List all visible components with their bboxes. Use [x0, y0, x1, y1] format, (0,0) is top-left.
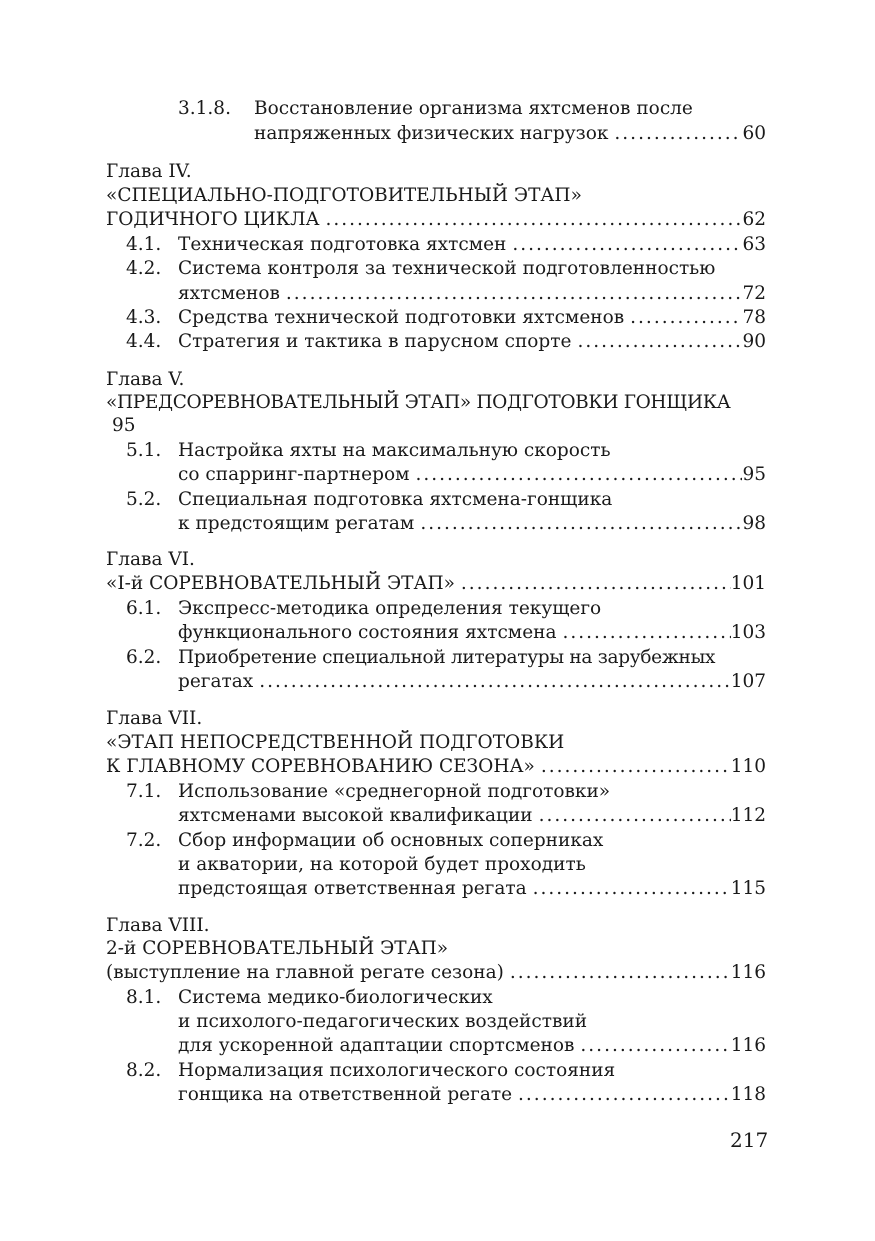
entry-number: 6.1.	[126, 598, 162, 619]
dot-leader	[506, 232, 742, 258]
entry-title: Стратегия и тактика в парусном спорте	[178, 331, 572, 352]
entry-page: 63	[742, 234, 766, 255]
toc-entry-chapter-6[interactable]	[106, 571, 766, 597]
page-number: 217	[730, 1128, 769, 1152]
entry-title: и психолого-педагогических воздействий	[178, 1011, 588, 1032]
toc-entry-6-2[interactable]	[178, 669, 766, 695]
dot-leader	[253, 669, 730, 695]
chapter-title: «I-й СОРЕВНОВАТЕЛЬНЫЙ ЭТАП»	[106, 573, 455, 594]
toc-entry-4-2[interactable]	[178, 281, 766, 307]
dot-leader	[574, 1033, 730, 1059]
entry-title: Настройка яхты на максимальную скорость	[178, 440, 611, 461]
entry-title: Сбор информации об основных соперниках	[178, 830, 604, 851]
toc-entry-8-1[interactable]	[178, 1033, 766, 1059]
dot-leader	[512, 1082, 731, 1108]
entry-title: со спарринг-партнером	[178, 464, 410, 485]
entry-page: 78	[742, 307, 766, 328]
toc-entry-8-2[interactable]	[178, 1082, 766, 1108]
entry-title: Техническая подготовка яхтсмен	[178, 234, 507, 255]
toc-entry-chapter-7[interactable]	[106, 754, 766, 780]
entry-title: яхтсменами высокой квалификации	[178, 805, 533, 826]
toc-entry-chapter-5[interactable]: «ПРЕДСОРЕВНОВАТЕЛЬНЫЙ ЭТАП» ПОДГОТОВКИ ГОНЩИКА	[106, 392, 731, 413]
toc-entry-4-3[interactable]	[178, 305, 766, 331]
entry-title: Система медико-биологических	[178, 987, 493, 1008]
entry-page: 115	[730, 878, 766, 899]
entry-title: к предстоящим регатам	[178, 513, 415, 534]
entry-title: для ускоренной адаптации спортсменов	[178, 1035, 575, 1056]
dot-leader	[624, 305, 742, 331]
entry-title: напряженных физических нагрузок	[254, 123, 609, 144]
chapter-label: Глава VI.	[106, 549, 195, 570]
entry-title: и акватории, на которой будет проходить	[178, 854, 586, 875]
chapter-label: Глава VIII.	[106, 915, 210, 936]
chapter-title: «ЭТАП НЕПОСРЕДСТВЕННОЙ ПОДГОТОВКИ	[106, 732, 565, 753]
toc-entry-7-2[interactable]	[178, 876, 766, 902]
toc-entry-5-2[interactable]	[178, 511, 766, 537]
toc-entry-3-1-8[interactable]	[254, 121, 766, 147]
entry-title: Система контроля за технической подготовленностью	[178, 258, 716, 279]
entry-title: Использование «среднегорной подготовки»	[178, 781, 611, 802]
entry-title: Средства технической подготовки яхтсменов	[178, 307, 625, 328]
dot-leader	[409, 462, 742, 488]
dot-leader	[535, 754, 731, 780]
entry-title: Экспресс-методика определения текущего	[178, 598, 602, 619]
chapter-label: Глава VII.	[106, 708, 203, 729]
entry-page: 90	[742, 331, 766, 352]
dot-leader	[320, 207, 743, 233]
entry-number: 7.1.	[126, 781, 162, 802]
toc-entry-chapter-8[interactable]	[106, 960, 766, 986]
entry-page: 60	[742, 123, 766, 144]
entry-number: 8.1.	[126, 987, 162, 1008]
dot-leader	[455, 571, 731, 597]
dot-leader	[533, 803, 731, 829]
toc-entry-7-1[interactable]	[178, 803, 766, 829]
entry-page: 62	[742, 209, 766, 230]
entry-number: 7.2.	[126, 830, 162, 851]
entry-number: 8.2.	[126, 1060, 162, 1081]
toc-entry-chapter-4[interactable]	[106, 207, 766, 233]
dot-leader	[504, 960, 731, 986]
entry-number: 4.1.	[126, 234, 162, 255]
entry-page: 95	[742, 464, 766, 485]
entry-number: 4.3.	[126, 307, 162, 328]
entry-number: 4.2.	[126, 258, 162, 279]
entry-page: 112	[730, 805, 766, 826]
chapter-title: «СПЕЦИАЛЬНО-ПОДГОТОВИТЕЛЬНЫЙ ЭТАП»	[106, 185, 582, 206]
dot-leader	[608, 121, 742, 147]
dot-leader	[280, 281, 743, 307]
chapter-title: (выступление на главной регате сезона)	[106, 962, 504, 983]
entry-number: 3.1.8.	[178, 98, 231, 119]
chapter-title: К ГЛАВНОМУ СОРЕВНОВАНИЮ СЕЗОНА»	[106, 756, 535, 777]
entry-number: 5.2.	[126, 489, 162, 510]
entry-title: функционального состояния яхтсмена	[178, 622, 557, 643]
entry-number: 6.2.	[126, 647, 162, 668]
entry-page: 116	[730, 962, 766, 983]
entry-page: 110	[730, 756, 766, 777]
entry-page: 107	[730, 671, 766, 692]
entry-title: Приобретение специальной литературы на зарубежных	[178, 647, 716, 668]
chapter-title: 2-й СОРЕВНОВАТЕЛЬНЫЙ ЭТАП»	[106, 938, 449, 959]
entry-title: предстоящая ответственная регата	[178, 878, 527, 899]
entry-page: 98	[742, 513, 766, 534]
toc-entry-5-1[interactable]	[178, 462, 766, 488]
toc-entry-4-4[interactable]	[178, 329, 766, 355]
entry-title: Нормализация психологического состояния	[178, 1060, 616, 1081]
entry-page: 95	[112, 415, 136, 436]
entry-number: 4.4.	[126, 331, 162, 352]
dot-leader	[414, 511, 742, 537]
entry-page: 72	[742, 283, 766, 304]
entry-number: 5.1.	[126, 440, 162, 461]
toc-entry-4-1[interactable]	[178, 232, 766, 258]
dot-leader	[527, 876, 731, 902]
entry-page: 118	[730, 1084, 766, 1105]
entry-title: регатах	[178, 671, 254, 692]
dot-leader	[571, 329, 742, 355]
chapter-label: Глава V.	[106, 369, 185, 390]
chapter-label: Глава IV.	[106, 161, 192, 182]
entry-title: яхтсменов	[178, 283, 280, 304]
entry-title: Специальная подготовка яхтсмена-гонщика	[178, 489, 613, 510]
dot-leader	[557, 620, 731, 646]
toc-entry-6-1[interactable]	[178, 620, 766, 646]
entry-title: Восстановление организма яхтсменов после	[254, 98, 693, 119]
chapter-title: ГОДИЧНОГО ЦИКЛА	[106, 209, 320, 230]
entry-title: гонщика на ответственной регате	[178, 1084, 513, 1105]
entry-page: 103	[730, 622, 766, 643]
entry-page: 101	[730, 573, 766, 594]
entry-page: 116	[730, 1035, 766, 1056]
